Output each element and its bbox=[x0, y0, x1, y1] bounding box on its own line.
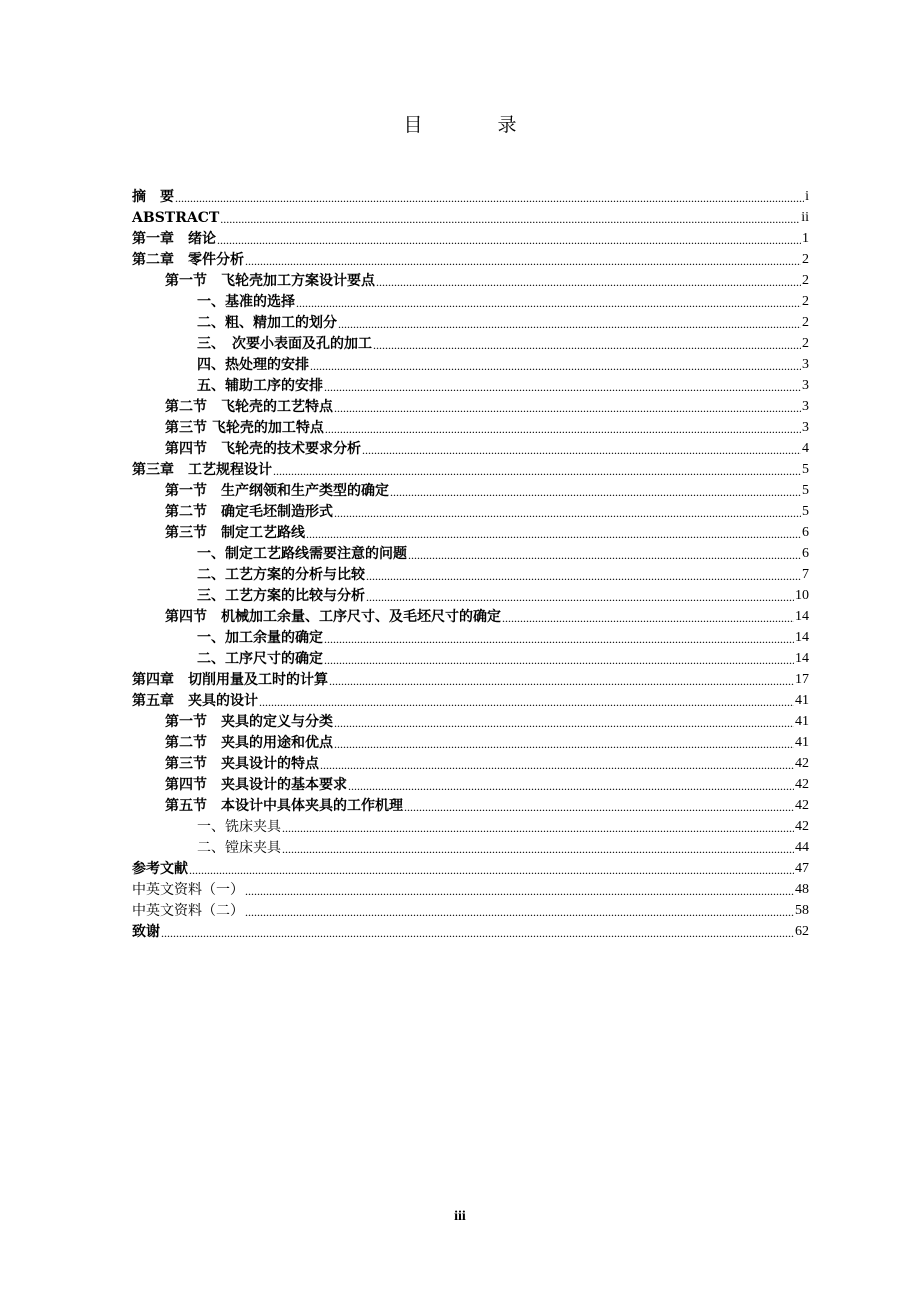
toc-entry-label: 三、 次要小表面及孔的加工 bbox=[197, 336, 372, 352]
toc-entry-label: 第五节 本设计中具体夹具的工作机理 bbox=[165, 798, 403, 814]
toc-entry-label: 第三节 夹具设计的特点 bbox=[165, 756, 319, 772]
toc-entry[interactable] bbox=[132, 289, 809, 310]
toc-entry-label: 第四章 切削用量及工时的计算 bbox=[132, 672, 328, 688]
toc-entry-label: 一、制定工艺路线需要注意的问题 bbox=[197, 546, 407, 562]
toc-entry-page: 2 bbox=[802, 273, 809, 288]
toc-dot-leader bbox=[329, 674, 794, 688]
toc-dot-leader bbox=[373, 338, 801, 352]
toc-entry-label: ABSTRACT bbox=[132, 210, 220, 226]
toc-dot-leader bbox=[220, 212, 800, 226]
toc-dot-leader bbox=[408, 548, 801, 562]
toc-entry-label: 第一节 飞轮壳加工方案设计要点 bbox=[165, 273, 375, 289]
toc-entry-page: 3 bbox=[802, 378, 809, 393]
toc-entry-page: i bbox=[805, 189, 809, 204]
toc-entry[interactable] bbox=[132, 478, 809, 499]
toc-entry-page: 41 bbox=[795, 714, 809, 729]
toc-dot-leader bbox=[259, 695, 794, 709]
toc-entry[interactable] bbox=[132, 625, 809, 646]
toc-entry[interactable] bbox=[132, 331, 809, 352]
toc-entry-page: 14 bbox=[795, 609, 809, 624]
toc-entry[interactable] bbox=[132, 688, 809, 709]
toc-entry[interactable] bbox=[132, 646, 809, 667]
toc-entry[interactable] bbox=[132, 772, 809, 793]
toc-entry-page: 14 bbox=[795, 651, 809, 666]
toc-dot-leader bbox=[310, 359, 801, 373]
toc-entry-label: 一、加工余量的确定 bbox=[197, 630, 323, 646]
toc-dot-leader bbox=[245, 905, 794, 919]
toc-entry[interactable] bbox=[132, 856, 809, 877]
toc-entry-page: 42 bbox=[795, 819, 809, 834]
toc-entry-page: 6 bbox=[802, 525, 809, 540]
toc-dot-leader bbox=[282, 842, 794, 856]
toc-entry-page: ii bbox=[801, 210, 809, 225]
toc-dot-leader bbox=[362, 443, 801, 457]
toc-entry-page: 62 bbox=[795, 924, 809, 939]
toc-dot-leader bbox=[282, 821, 794, 835]
toc-dot-leader bbox=[324, 653, 794, 667]
toc-entry[interactable] bbox=[132, 394, 809, 415]
toc-entry[interactable] bbox=[132, 604, 809, 625]
toc-dot-leader bbox=[366, 569, 801, 583]
toc-dot-leader bbox=[273, 464, 801, 478]
toc-entry-page: 42 bbox=[795, 798, 809, 813]
toc-entry[interactable] bbox=[132, 499, 809, 520]
toc-entry-page: 44 bbox=[795, 840, 809, 855]
toc-entry-label: 二、工艺方案的分析与比较 bbox=[197, 567, 365, 583]
toc-entry-page: 2 bbox=[802, 252, 809, 267]
toc-entry-page: 41 bbox=[795, 693, 809, 708]
toc-entry[interactable] bbox=[132, 205, 809, 226]
toc-entry-page: 2 bbox=[802, 294, 809, 309]
page-number: iii bbox=[454, 1209, 466, 1224]
toc-entry-page: 2 bbox=[802, 315, 809, 330]
toc-entry-label: 参考文献 bbox=[132, 861, 188, 877]
toc-dot-leader bbox=[324, 380, 801, 394]
table-of-contents bbox=[132, 184, 809, 940]
toc-entry[interactable] bbox=[132, 751, 809, 772]
toc-dot-leader bbox=[502, 611, 794, 625]
toc-entry[interactable] bbox=[132, 835, 809, 856]
toc-dot-leader bbox=[245, 884, 794, 898]
toc-entry-page: 17 bbox=[795, 672, 809, 687]
toc-entry-label: 一、铣床夹具 bbox=[197, 819, 281, 835]
toc-entry-label: 第四节 机械加工余量、工序尺寸、及毛坯尺寸的确定 bbox=[165, 609, 501, 625]
toc-dot-leader bbox=[217, 233, 801, 247]
toc-entry[interactable] bbox=[132, 310, 809, 331]
toc-entry-page: 2 bbox=[802, 336, 809, 351]
toc-entry-page: 5 bbox=[802, 462, 809, 477]
toc-entry-label: 一、基准的选择 bbox=[197, 294, 295, 310]
toc-entry[interactable] bbox=[132, 226, 809, 247]
toc-dot-leader bbox=[306, 527, 801, 541]
toc-entry-page: 47 bbox=[795, 861, 809, 876]
toc-entry-label: 第四节 飞轮壳的技术要求分析 bbox=[165, 441, 361, 457]
toc-dot-leader bbox=[324, 632, 794, 646]
toc-entry-page: 41 bbox=[795, 735, 809, 750]
toc-entry-page: 3 bbox=[802, 420, 809, 435]
toc-entry-label: 第一节 夹具的定义与分类 bbox=[165, 714, 333, 730]
toc-dot-leader bbox=[189, 863, 794, 877]
toc-entry[interactable] bbox=[132, 730, 809, 751]
toc-dot-leader bbox=[338, 317, 801, 331]
toc-entry[interactable] bbox=[132, 709, 809, 730]
toc-entry[interactable] bbox=[132, 184, 809, 205]
toc-entry[interactable] bbox=[132, 373, 809, 394]
toc-entry-page: 6 bbox=[802, 546, 809, 561]
toc-entry-label: 第三章 工艺规程设计 bbox=[132, 462, 272, 478]
toc-dot-leader bbox=[334, 716, 794, 730]
toc-entry[interactable] bbox=[132, 793, 809, 814]
toc-entry[interactable] bbox=[132, 415, 809, 436]
toc-dot-leader bbox=[334, 506, 801, 520]
toc-entry-page: 10 bbox=[795, 588, 809, 603]
toc-entry-label: 第三节 飞轮壳的加工特点 bbox=[165, 420, 324, 436]
toc-entry-label: 三、工艺方案的比较与分析 bbox=[197, 588, 365, 604]
toc-entry[interactable] bbox=[132, 583, 809, 604]
toc-entry-label: 中英文资料（一） bbox=[132, 882, 244, 898]
toc-dot-leader bbox=[376, 275, 801, 289]
toc-entry[interactable] bbox=[132, 520, 809, 541]
toc-entry[interactable] bbox=[132, 562, 809, 583]
toc-entry-page: 1 bbox=[802, 231, 809, 246]
toc-entry-label: 五、辅助工序的安排 bbox=[197, 378, 323, 394]
toc-entry-label: 二、粗、精加工的划分 bbox=[197, 315, 337, 331]
toc-entry[interactable] bbox=[132, 919, 809, 940]
toc-entry-page: 42 bbox=[795, 777, 809, 792]
toc-entry-label: 第四节 夹具设计的基本要求 bbox=[165, 777, 347, 793]
toc-dot-leader bbox=[404, 800, 794, 814]
toc-entry-page: 4 bbox=[802, 441, 809, 456]
toc-entry-page: 48 bbox=[795, 882, 809, 897]
toc-entry[interactable] bbox=[132, 877, 809, 898]
toc-entry-page: 3 bbox=[802, 399, 809, 414]
toc-entry-page: 14 bbox=[795, 630, 809, 645]
toc-entry-label: 第二章 零件分析 bbox=[132, 252, 244, 268]
toc-entry-label: 二、镗床夹具 bbox=[197, 840, 281, 856]
page-title: 目 录 bbox=[403, 114, 545, 136]
toc-entry-page: 42 bbox=[795, 756, 809, 771]
toc-entry-label: 四、热处理的安排 bbox=[197, 357, 309, 373]
toc-entry[interactable] bbox=[132, 667, 809, 688]
toc-dot-leader bbox=[175, 191, 804, 205]
toc-entry-label: 第一章 绪论 bbox=[132, 231, 216, 247]
toc-dot-leader bbox=[245, 254, 801, 268]
toc-entry-label: 第五章 夹具的设计 bbox=[132, 693, 258, 709]
toc-entry-page: 7 bbox=[802, 567, 809, 582]
toc-entry[interactable] bbox=[132, 436, 809, 457]
toc-entry-label: 第三节 制定工艺路线 bbox=[165, 525, 305, 541]
toc-entry[interactable] bbox=[132, 898, 809, 919]
toc-dot-leader bbox=[296, 296, 801, 310]
toc-entry-page: 5 bbox=[802, 483, 809, 498]
toc-dot-leader bbox=[366, 590, 794, 604]
toc-entry[interactable] bbox=[132, 457, 809, 478]
toc-entry-label: 第二节 飞轮壳的工艺特点 bbox=[165, 399, 333, 415]
toc-dot-leader bbox=[334, 401, 801, 415]
toc-entry-label: 致谢 bbox=[132, 924, 160, 940]
toc-entry-label: 第二节 夹具的用途和优点 bbox=[165, 735, 333, 751]
toc-dot-leader bbox=[334, 737, 794, 751]
toc-dot-leader bbox=[325, 422, 801, 436]
toc-entry-label: 第二节 确定毛坯制造形式 bbox=[165, 504, 333, 520]
toc-dot-leader bbox=[390, 485, 801, 499]
toc-entry-page: 58 bbox=[795, 903, 809, 918]
toc-dot-leader bbox=[348, 779, 794, 793]
toc-entry[interactable] bbox=[132, 352, 809, 373]
toc-entry[interactable] bbox=[132, 268, 809, 289]
toc-entry[interactable] bbox=[132, 247, 809, 268]
toc-entry[interactable] bbox=[132, 541, 809, 562]
toc-entry-page: 3 bbox=[802, 357, 809, 372]
toc-entry-label: 摘 要 bbox=[132, 189, 174, 205]
toc-entry[interactable] bbox=[132, 814, 809, 835]
toc-entry-label: 中英文资料（二） bbox=[132, 903, 244, 919]
toc-dot-leader bbox=[320, 758, 794, 772]
toc-dot-leader bbox=[161, 926, 794, 940]
toc-entry-label: 第一节 生产纲领和生产类型的确定 bbox=[165, 483, 389, 499]
toc-entry-page: 5 bbox=[802, 504, 809, 519]
toc-entry-label: 二、工序尺寸的确定 bbox=[197, 651, 323, 667]
